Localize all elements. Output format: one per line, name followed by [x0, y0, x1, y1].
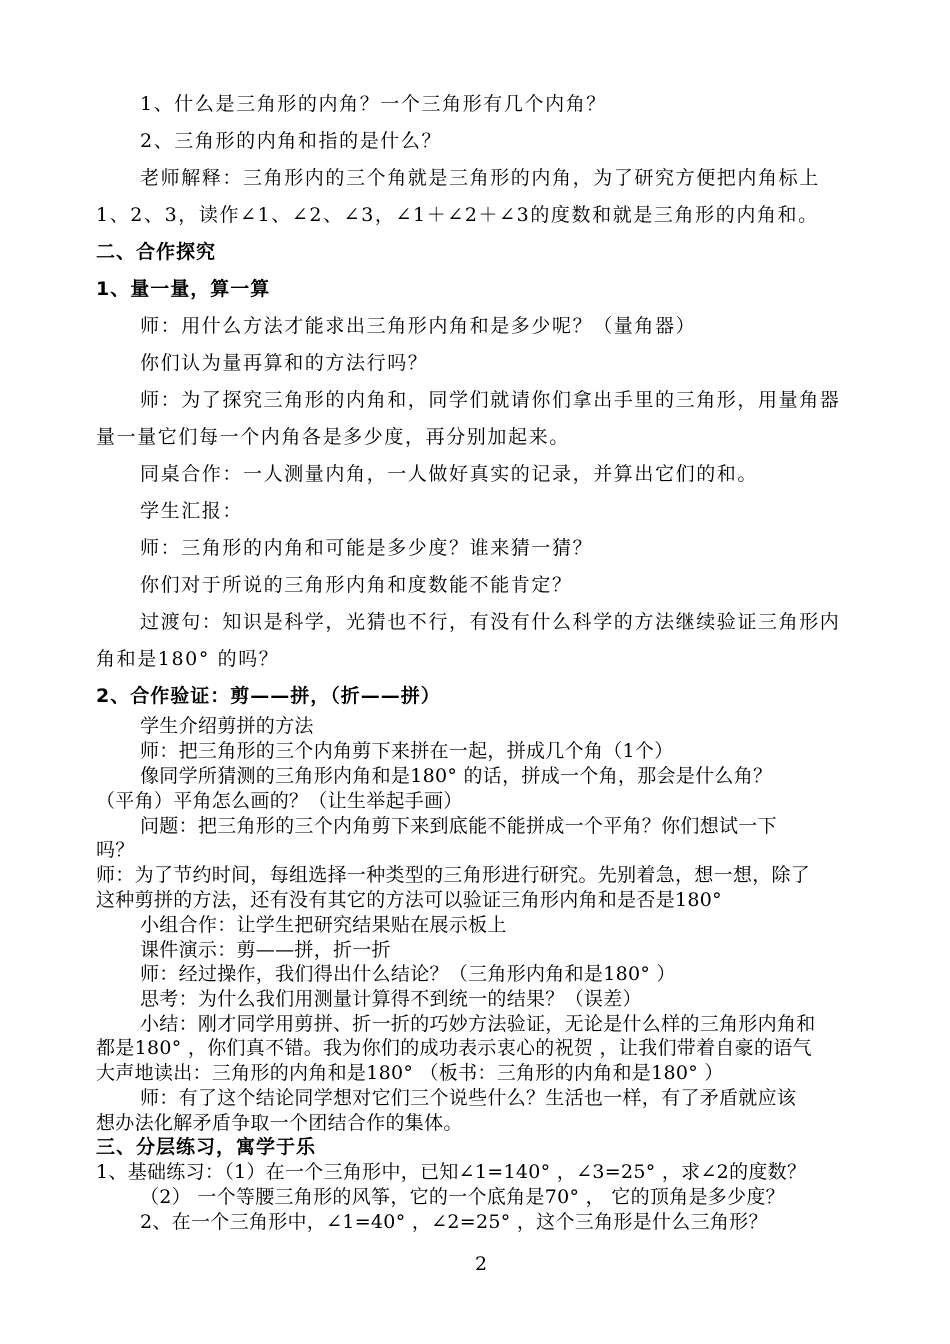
paragraph-line: 你们对于所说的三角形内角和度数能不能肯定？: [140, 574, 573, 596]
paragraph-line: 这种剪拼的方法，还有没有其它的方法可以验证三角形内角和是否是180°: [96, 889, 722, 911]
subsection-heading: 2、合作验证：剪——拼，（折——拼）: [96, 685, 441, 707]
paragraph-line: 思考：为什么我们用测量计算得不到统一的结果？（误差）: [140, 988, 642, 1010]
paragraph-line: 问题：把三角形的三个内角剪下来到底能不能拼成一个平角？你们想试一下: [140, 815, 777, 837]
paragraph-line: 像同学所猜测的三角形内角和是180° 的话，拼成一个角，那会是什么角？: [140, 765, 773, 787]
page-number: 2: [475, 1253, 488, 1275]
paragraph-line: 1、2、3，读作∠1、∠2、∠3，∠1＋∠2＋∠3的度数和就是三角形的内角和。: [96, 204, 819, 226]
paragraph-line: 课件演示：剪——拼，折一折: [140, 939, 391, 961]
paragraph-line: 师：把三角形的三个内角剪下来拼在一起，拼成几个角（1个）: [140, 740, 674, 762]
exercise-line: （2） 一个等腰三角形的风筝，它的一个底角是70° ， 它的顶角是多少度？: [140, 1186, 785, 1208]
paragraph-line: 你们认为量再算和的方法行吗？: [140, 352, 429, 374]
paragraph-line: 过渡句：知识是科学，光猜也不行，有没有什么科学的方法继续验证三角形内: [140, 611, 841, 633]
section-heading: 三、分层练习，寓学于乐: [96, 1136, 317, 1158]
exercise-line: 2、在一个三角形中，∠1=40° ，∠2=25° ，这个三角形是什么三角形？: [140, 1211, 768, 1233]
paragraph-line: 老师解释：三角形内的三个角就是三角形的内角，为了研究方便把内角标上: [140, 167, 820, 189]
exercise-line: 1、基础练习：（1）在一个三角形中，已知∠1=140° ，∠3=25° ，求∠2的度数？: [96, 1161, 807, 1183]
paragraph-line: 角和是180° 的吗？: [96, 648, 280, 670]
paragraph-line: 师：有了这个结论同学想对它们三个说些什么？生活也一样，有了矛盾就应该: [140, 1087, 797, 1109]
paragraph-line: 量一量它们每一个内角各是多少度，再分别加起来。: [96, 426, 570, 448]
paragraph-line: 师：用什么方法才能求出三角形内角和是多少呢？（量角器）: [140, 315, 697, 337]
paragraph-line: 师：经过操作，我们得出什么结论？（三角形内角和是180° ）: [140, 963, 676, 985]
paragraph-line: 大声地读出：三角形的内角和是180° （板书：三角形的内角和是180° ）: [96, 1062, 724, 1084]
question-line: 1、什么是三角形的内角？一个三角形有几个内角？: [140, 93, 607, 115]
subsection-heading: 1、量一量，算一算: [96, 278, 271, 300]
question-line: 2、三角形的内角和指的是什么？: [140, 130, 443, 152]
paragraph-line: 小组合作：让学生把研究结果贴在展示板上: [140, 914, 507, 936]
section-heading: 二、合作探究: [96, 241, 217, 263]
paragraph-line: 学生介绍剪拼的方法: [140, 715, 314, 737]
paragraph-line: 吗？: [96, 839, 135, 861]
paragraph-line: 师：三角形的内角和可能是多少度？谁来猜一猜？: [140, 537, 594, 559]
paragraph-line: 想办法化解矛盾争取一个团结合作的集体。: [96, 1112, 463, 1134]
paragraph-line: 同桌合作：一人测量内角，一人做好真实的记录，并算出它们的和。: [140, 463, 759, 485]
paragraph-line: 学生汇报：: [140, 500, 244, 522]
paragraph-line: 师：为了探究三角形的内角和，同学们就请你们拿出手里的三角形，用量角器: [140, 389, 841, 411]
paragraph-line: 小结：刚才同学用剪拼、折一折的巧妙方法验证，无论是什么样的三角形内角和: [140, 1013, 816, 1035]
paragraph-line: （平角）平角怎么画的？（让生举起手画）: [96, 790, 463, 812]
paragraph-line: 都是180° ，你们真不错。我为你们的成功表示衷心的祝贺 ，让我们带着自豪的语气: [96, 1037, 812, 1059]
paragraph-line: 师：为了节约时间，每组选择一种类型的三角形进行研究。先别着急，想一想，除了: [96, 864, 811, 886]
